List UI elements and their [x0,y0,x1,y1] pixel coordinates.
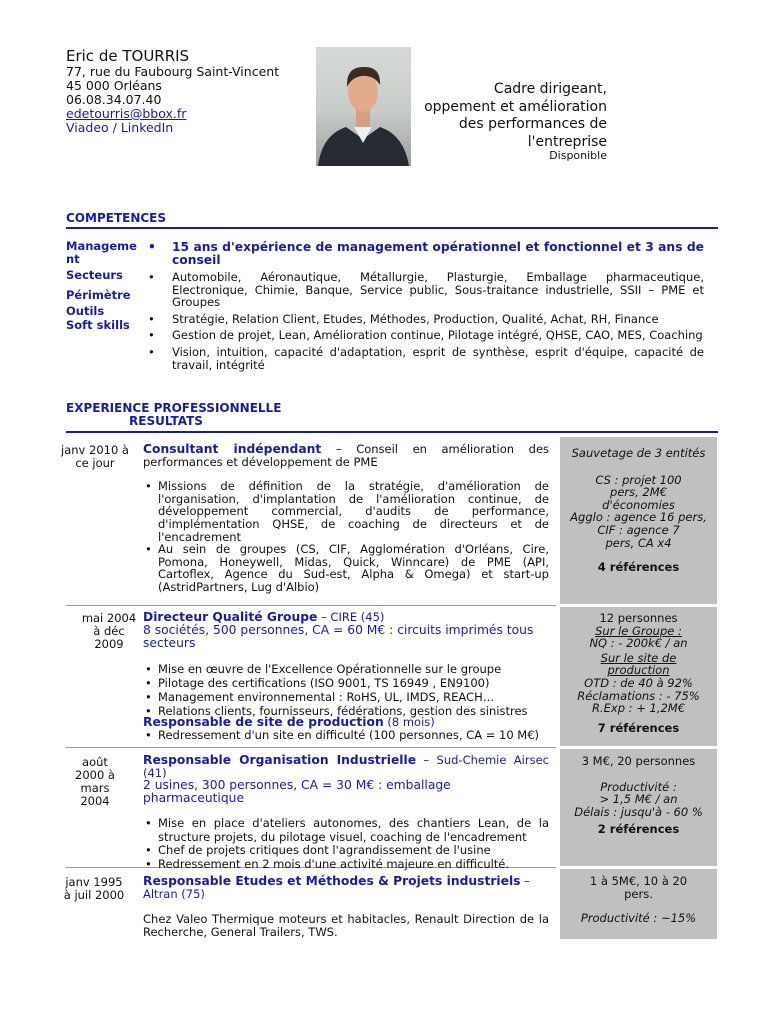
address-line-1: 77, rue du Faubourg Saint-Vincent [66,64,280,79]
list-item: • Vision, intuition, capacité d'adaptation, esprit de synthèse, esprit d'équipe, capacité de travail, intégrité [146,346,704,371]
job-entry [143,875,549,938]
job-header [143,611,549,624]
label-management: Manageme nt [66,239,137,266]
job-date: janv 2010 à ce jour [61,443,129,470]
job-date: mai 2004 à déc 2009 [81,611,137,651]
job-description: Chez Valeo Thermique moteurs et habitacles, Renault Direction de la Recherche, General Trailers, TWS. [143,912,549,939]
job-role: Consultant indépendant [143,442,322,456]
job-role: Directeur Qualité Groupe [143,610,318,624]
list-item: • Pilotage des certifications (ISO 9001, TS 16949 , EN9100) [143,676,549,690]
label-perimetre: Périmètre [66,288,131,302]
list-item: • Stratégie, Relation Client, Etudes, Méthodes, Production, Qualité, Achat, RH, Finance [146,313,704,326]
headline [380,81,607,151]
job-bullets [143,729,549,742]
list-item: • Chef de projets critiques dont l'agrandissement de l'usine [143,844,549,858]
job-entry [143,443,549,594]
job-bullets [143,817,549,871]
job-company: – CIRE (45) [317,610,385,624]
job-header [143,754,549,779]
job-scope: 2 usines, 300 personnes, CA = 30 M€ : emballage pharmaceutique [143,778,451,806]
job-subrole: Responsable de site de production (8 mois) [143,715,435,730]
row-divider [66,747,556,748]
job-date: janv 1995 à juil 2000 [63,875,125,902]
list-item: • Automobile, Aéronautique, Métallurgie, Plasturgie, Emballage pharmaceutique, Electronique, Chimie, Banque, Service public, Sous-traitance industrielle, SSII – PME et Groupes [146,271,704,309]
job-date: août 2000 à mars 2004 [75,755,115,808]
headline-line-1: Cadre dirigeant, [493,81,607,97]
job-results: 3 M€, 20 personnes Productivité : > 1,5 M€ / an Délais : jusqu'à - 60 % 2 références [560,755,717,836]
job-header [143,875,549,901]
competences-heading: COMPETENCES [66,211,167,225]
list-item: • Gestion de projet, Lean, Amélioration continue, Pilotage intégré, QHSE, CAO, MES, Coaching [146,329,704,342]
job-scope: 8 sociétés, 500 personnes, CA = 60 M€ : circuits imprimés tous secteurs [143,622,534,650]
list-item: • Management environnemental : RoHS, UL, IMDS, REACH… [143,690,549,704]
experience-divider [66,431,718,433]
job-entry [143,611,549,742]
label-outils: Outils [66,304,105,318]
headline-line-2: oppement et amélioration [424,98,607,115]
list-item: • Mise en place d'ateliers autonomes, des chantiers Lean, de la structure projets, du pilotage visuel, coaching de l'encadrement [143,817,549,844]
job-role: Responsable Etudes et Méthodes & Projets industriels [143,874,521,888]
availability-status: Disponible [549,149,607,162]
job-bullets [143,662,549,719]
list-item: • Redressement en 2 mois d'une activité majeure en difficulté. [143,858,549,872]
person-name: Eric de TOURRIS [66,47,190,65]
social-networks-link[interactable]: Viadeo / LinkedIn [66,120,174,135]
job-description: Conseil en amélioration des performances et développement de PME [143,442,550,469]
list-item: • Au sein de groupes (CS, CIF, Agglomération d'Orléans, Cire, Pomona, Honeywell, Midas, Quick, Winncare) de PME (API, Cartoflex, Agence du Sud-est, Alpha & Omega) et start-up (AstridPartners, Lug d'Albio) [143,543,549,593]
list-item: • Redressement d'un site en difficulté (100 personnes, CA = 10 M€) [143,729,549,742]
list-item: • Missions de définition de la stratégie, d'amélioration de l'organisation, d'implantation de l'amélioration continue, de développement commercial, d'audits de performance, d'implémentation QHSE, de coaching de directeurs et de l'encadrement [143,480,549,543]
headline-line-3: des performances de [458,116,607,132]
competences-divider [66,227,718,229]
address-line-2: 45 000 Orléans [66,78,162,93]
competences-labels [66,240,138,332]
references-count: 7 références [597,720,680,735]
job-entry [143,754,549,871]
competences-list [146,241,704,371]
job-company: – Sud-Chemie Airsec (41) [143,753,549,780]
list-item: • Relations clients, fournisseurs, fédérations, gestion des sinistres [143,704,549,718]
phone-number: 06.08.34.07.40 [66,92,162,107]
job-role: Responsable Organisation Industrielle [143,753,417,767]
list-item: • 15 ans d'expérience de management opérationnel et fonctionnel et 3 ans de conseil [146,241,704,267]
row-divider [66,605,556,606]
job-results: 12 personnes Sur le Groupe : NQ : - 200k€ / an Sur le site de production OTD : de 40 à 92% Réclamations : - 75% R.Exp : + 1,2M€ 7 références [560,612,717,734]
email-link[interactable]: edetourris@bbox.fr [66,106,187,121]
job-bullets [143,480,549,593]
job-results: Sauvetage de 3 entités CS : projet 100 pers, 2M€ d'économies Agglo : agence 16 pers, CIF : agence 7 pers, CA x4 4 références [560,447,717,574]
headline-line-4: l'entreprise [527,133,607,150]
references-count: 4 références [597,560,680,575]
references-count: 2 références [597,822,680,837]
job-company: – Altran (75) [143,874,530,901]
label-soft-skills: Soft skills [66,318,130,332]
job-results: 1 à 5M€, 10 à 20 pers. Productivité : ~15% [580,874,697,926]
list-item: • Mise en œuvre de l'Excellence Opérationnelle sur le groupe [143,662,549,676]
job-header: Consultant indépendant – Conseil en amélioration des performances et développement de PME [143,442,550,469]
label-secteurs: Secteurs [66,268,123,282]
experience-heading: EXPERIENCE PROFESSIONNELLE RESULTATS [66,401,282,428]
